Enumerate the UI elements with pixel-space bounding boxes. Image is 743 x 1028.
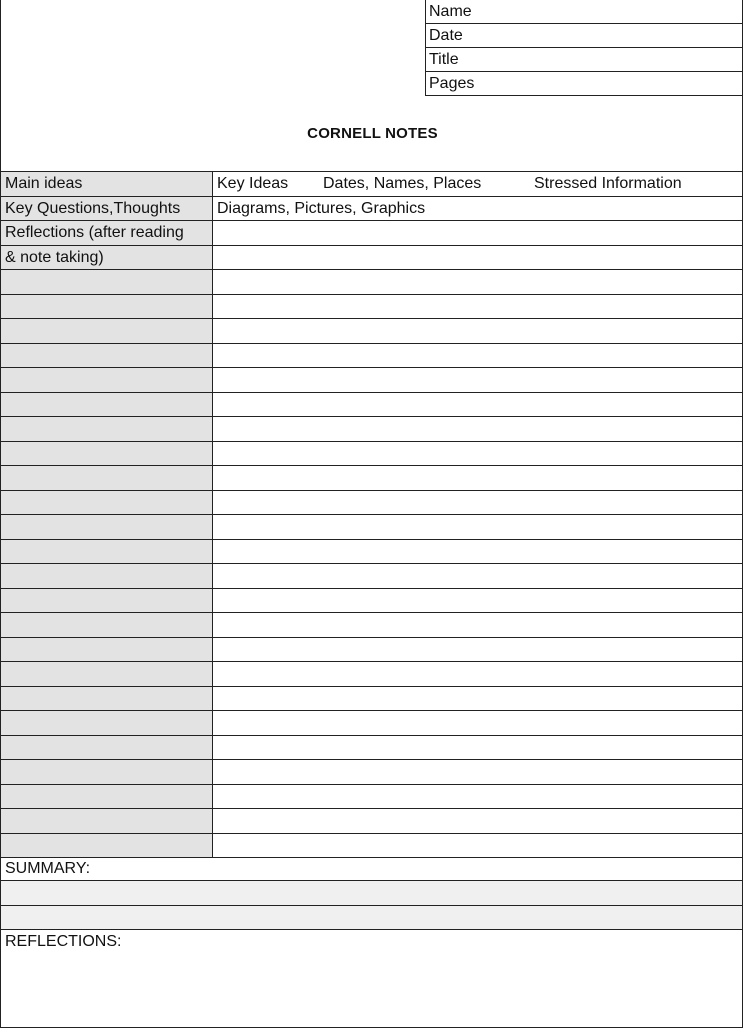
notes-table xyxy=(1,171,742,858)
note-heading: Diagrams, Pictures, Graphics xyxy=(217,199,426,217)
name-field[interactable]: Name xyxy=(426,0,743,24)
table-row xyxy=(1,613,742,638)
cue-cell[interactable] xyxy=(1,393,213,417)
table-row xyxy=(1,491,742,516)
table-row xyxy=(1,662,742,687)
note-cell[interactable] xyxy=(213,809,742,833)
table-row xyxy=(1,246,742,271)
cue-cell[interactable] xyxy=(1,295,213,319)
table-row xyxy=(1,760,742,785)
cue-cell[interactable] xyxy=(1,736,213,760)
table-row xyxy=(1,809,742,834)
note-cell[interactable] xyxy=(213,687,742,711)
note-cell[interactable] xyxy=(213,711,742,735)
cue-cell[interactable] xyxy=(1,589,213,613)
note-cell[interactable] xyxy=(213,613,742,637)
table-row xyxy=(1,515,742,540)
cue-cell[interactable] xyxy=(1,613,213,637)
table-row xyxy=(1,564,742,589)
cue-cell[interactable]: Reflections (after reading xyxy=(1,221,213,245)
table-row xyxy=(1,319,742,344)
note-cell[interactable] xyxy=(213,540,742,564)
cue-cell[interactable] xyxy=(1,417,213,441)
note-cell[interactable] xyxy=(213,393,742,417)
reflections-section[interactable] xyxy=(1,930,742,953)
note-cell[interactable] xyxy=(213,466,742,490)
cue-cell[interactable] xyxy=(1,662,213,686)
table-row xyxy=(1,344,742,369)
note-cell[interactable] xyxy=(213,319,742,343)
cue-cell[interactable] xyxy=(1,515,213,539)
page-title: CORNELL NOTES xyxy=(307,125,438,142)
note-cell[interactable] xyxy=(213,564,742,588)
cue-cell[interactable] xyxy=(1,809,213,833)
cue-cell[interactable] xyxy=(1,638,213,662)
note-cell[interactable] xyxy=(213,736,742,760)
cue-cell[interactable]: Main ideas xyxy=(1,172,213,196)
table-row xyxy=(1,638,742,663)
summary-line[interactable] xyxy=(1,906,742,931)
note-cell[interactable] xyxy=(213,246,742,270)
cue-cell[interactable]: & note taking) xyxy=(1,246,213,270)
cue-cell[interactable] xyxy=(1,270,213,294)
cue-cell[interactable] xyxy=(1,564,213,588)
table-row xyxy=(1,466,742,491)
note-cell[interactable] xyxy=(213,662,742,686)
pages-field[interactable]: Pages xyxy=(426,72,743,96)
note-cell[interactable] xyxy=(213,172,742,196)
cue-cell[interactable] xyxy=(1,344,213,368)
table-row xyxy=(1,221,742,246)
note-cell[interactable] xyxy=(213,442,742,466)
note-cell[interactable] xyxy=(213,834,742,858)
note-cell[interactable] xyxy=(213,760,742,784)
cue-cell[interactable]: Key Questions,Thoughts xyxy=(1,197,213,221)
note-cell[interactable] xyxy=(213,197,742,221)
table-row xyxy=(1,589,742,614)
note-cell[interactable] xyxy=(213,344,742,368)
title-field[interactable]: Title xyxy=(426,48,743,72)
table-row xyxy=(1,197,742,222)
cue-cell[interactable] xyxy=(1,442,213,466)
summary-line[interactable] xyxy=(1,881,742,906)
table-row xyxy=(1,270,742,295)
table-row xyxy=(1,295,742,320)
note-cell[interactable] xyxy=(213,638,742,662)
note-cell[interactable] xyxy=(213,589,742,613)
cue-cell[interactable] xyxy=(1,760,213,784)
note-cell[interactable] xyxy=(213,491,742,515)
cue-cell[interactable] xyxy=(1,785,213,809)
table-row xyxy=(1,687,742,712)
table-row xyxy=(1,540,742,565)
cue-cell[interactable] xyxy=(1,834,213,858)
header-fields xyxy=(425,0,743,96)
reflections-label: REFLECTIONS: xyxy=(5,933,122,950)
cue-cell[interactable] xyxy=(1,540,213,564)
summary-section xyxy=(1,857,742,930)
cue-cell[interactable] xyxy=(1,319,213,343)
table-row xyxy=(1,442,742,467)
note-heading: Key Ideas xyxy=(217,175,289,192)
date-field[interactable]: Date xyxy=(426,24,743,48)
table-row xyxy=(1,785,742,810)
table-row xyxy=(1,736,742,761)
cue-cell[interactable] xyxy=(1,491,213,515)
table-row xyxy=(1,368,742,393)
note-cell[interactable] xyxy=(213,515,742,539)
table-row xyxy=(1,711,742,736)
table-row xyxy=(1,172,742,197)
note-heading: Stressed Information xyxy=(534,175,682,192)
note-cell[interactable] xyxy=(213,368,742,392)
note-cell[interactable] xyxy=(213,221,742,245)
note-heading: Dates, Names, Places xyxy=(323,175,482,192)
note-cell[interactable] xyxy=(213,295,742,319)
cue-cell[interactable] xyxy=(1,466,213,490)
cue-cell[interactable] xyxy=(1,711,213,735)
table-row xyxy=(1,417,742,442)
note-cell[interactable] xyxy=(213,417,742,441)
table-row xyxy=(1,834,742,859)
note-cell[interactable] xyxy=(213,785,742,809)
cue-cell[interactable] xyxy=(1,368,213,392)
cue-cell[interactable] xyxy=(1,687,213,711)
summary-label: SUMMARY: xyxy=(1,857,742,881)
note-cell[interactable] xyxy=(213,270,742,294)
table-row xyxy=(1,393,742,418)
